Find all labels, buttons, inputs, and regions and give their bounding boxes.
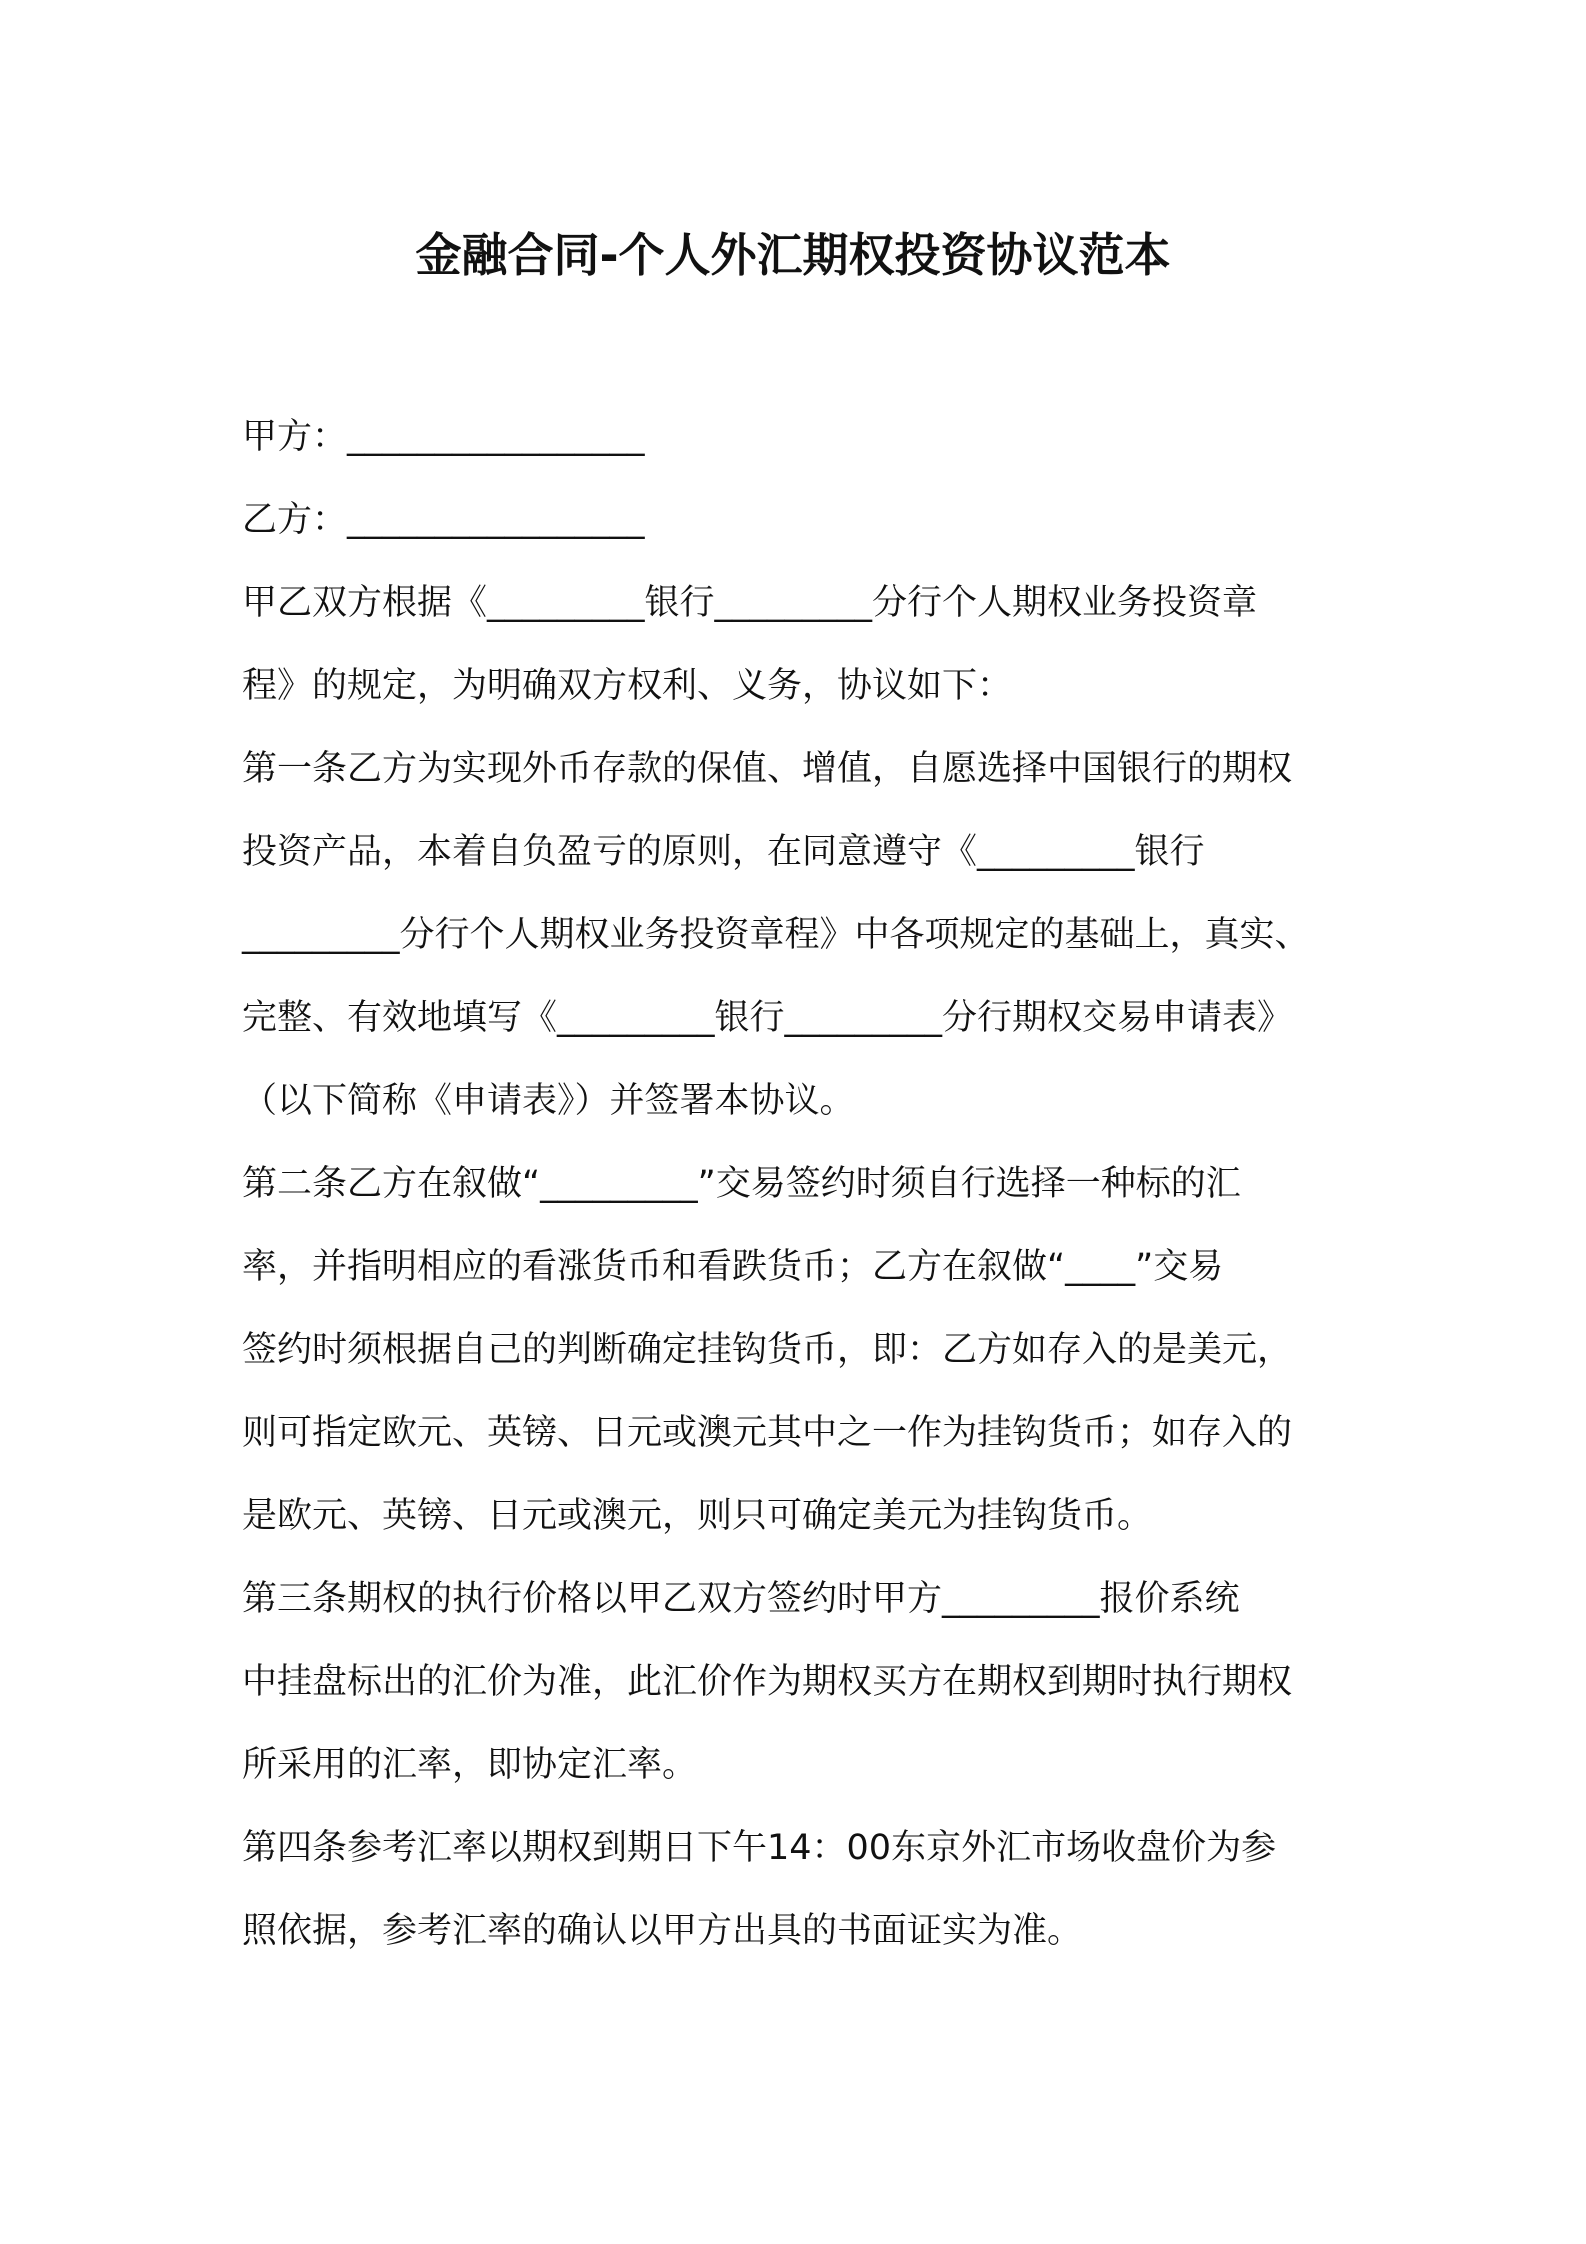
article-4-line-1: 第四条参考汇率以期权到期日下午14：00东京外汇市场收盘价为参 (242, 1828, 1277, 1868)
article-1-line-3: _________分行个人期权业务投资章程》中各项规定的基础上，真实、 (242, 915, 1310, 955)
article-1-line-2: 投资产品，本着自负盈亏的原则，在同意遵守《_________银行 (242, 832, 1205, 872)
document-body (242, 396, 1360, 1973)
article-3-line-1: 第三条期权的执行价格以甲乙双方签约时甲方_________报价系统 (242, 1579, 1240, 1619)
preamble-line-2: 程》的规定，为明确双方权利、义务，协议如下： (242, 666, 1013, 706)
article-4-line-2: 照依据，参考汇率的确认以甲方出具的书面证实为准。 (242, 1911, 1083, 1951)
article-2-line-4: 则可指定欧元、英镑、日元或澳元其中之一作为挂钩货币；如存入的 (242, 1413, 1293, 1453)
article-1-line-4: 完整、有效地填写《_________银行_________分行期权交易申请表》 (242, 998, 1293, 1038)
article-2-line-1: 第二条乙方在叙做“_________”交易签约时须自行选择一种标的汇 (242, 1164, 1241, 1204)
article-1-line-1: 第一条乙方为实现外币存款的保值、增值，自愿选择中国银行的期权 (242, 749, 1293, 789)
article-1-line-5: （以下简称《申请表》）并签署本协议。 (242, 1081, 855, 1121)
document-title: 金融合同-个人外汇期权投资协议范本 (415, 228, 1171, 282)
party-b-line: 乙方：_________________ (242, 500, 645, 540)
party-a-line: 甲方：_________________ (242, 417, 645, 457)
article-2-line-3: 签约时须根据自己的判断确定挂钩货币，即：乙方如存入的是美元， (242, 1330, 1293, 1370)
preamble-line-1: 甲乙双方根据《_________银行_________分行个人期权业务投资章 (242, 583, 1258, 623)
article-2-line-5: 是欧元、英镑、日元或澳元，则只可确定美元为挂钩货币。 (242, 1496, 1153, 1536)
article-3-line-3: 所采用的汇率，即协定汇率。 (242, 1745, 698, 1785)
article-3-line-2: 中挂盘标出的汇价为准，此汇价作为期权买方在期权到期时执行期权 (242, 1662, 1293, 1702)
article-2-line-2: 率，并指明相应的看涨货币和看跌货币；乙方在叙做“____”交易 (242, 1247, 1224, 1287)
